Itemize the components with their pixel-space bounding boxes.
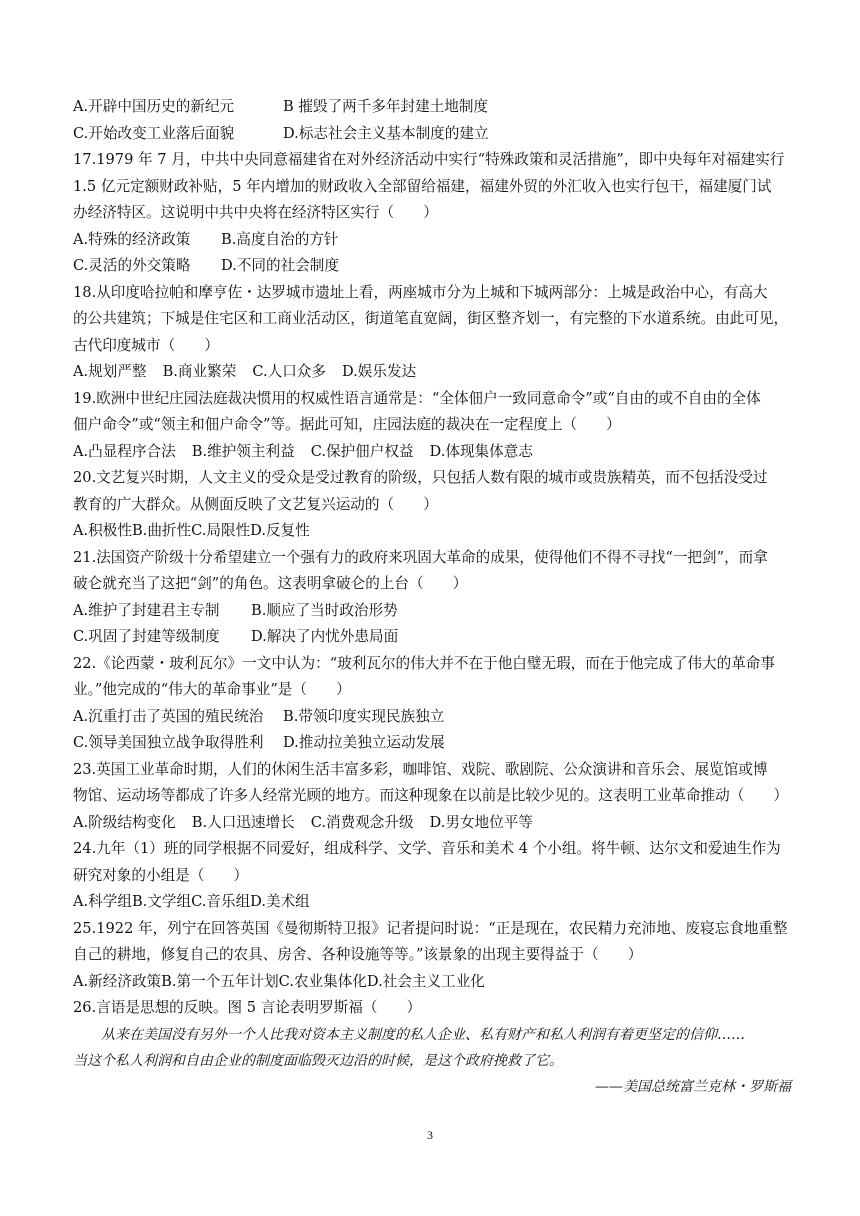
q22-options-row1 [73,704,791,731]
q22-stem-line: 业。”他完成的“伟大的革命事业”是（ ） [73,681,351,698]
page-number: 3 [427,1128,433,1142]
q26-quote-line: 当这个私人利润和自由企业的制度面临毁灭边沿的时候，是这个政府挽救了它。 [73,1052,563,1069]
q24-options: A.科学组B.文学组C.音乐组D.美术组 [73,893,310,910]
q23-option-b: B.人口迅速增长 [191,813,295,831]
q25-stem-line: 25.1922 年，列宁在回答英国《曼彻斯特卫报》记者提问时说：“正是现在，农民精力充沛地、废寝忘食地重整 [73,919,788,937]
q17-option-c: C.灵活的外交策略 [73,257,191,274]
q26-quote-line: 从来在美国没有另外一个人比我对资本主义制度的私人企业、私有财产和私人利润有着更坚定的信仰…… [101,1026,745,1043]
q16-options-row1 [73,94,791,121]
q19-option-c: C.保护佃户权益 [310,442,414,460]
q17-stem-line: 17.1979 年 7 月，中共中央同意福建省在对外经济活动中实行“特殊政策和灵活措施”，即中央每年对福建实行 [73,151,785,168]
q16-option-c: C.开始改变工业落后面貌 [73,124,235,142]
q16-option-a: A.开辟中国历史的新纪元 [73,98,235,115]
q18-stem-line: 古代印度城市（ ） [73,336,219,354]
q22-option-a: A.沉重打击了英国的殖民统治 [73,707,264,725]
q18-option-d: D.娱乐发达 [341,363,417,380]
q25-stem-line: 自己的耕地，修复自己的农具、房舍、各种设施等等。”该景象的出现主要得益于（ ） [73,946,643,963]
q17-option-a: A.特殊的经济政策 [73,230,191,248]
q17-options-row2 [73,253,791,280]
q23-stem-line: 物馆、运动场等都成了许多人经常光顾的地方。而这种现象在以前是比较少见的。这表明工业革命推动（ ） [73,787,789,804]
q21-options-row1 [73,598,791,625]
q23-option-d: D.男女地位平等 [429,813,533,831]
q18-stem-line: 18.从印度哈拉帕和摩亨佐・达罗城市遗址上看，两座城市分为上城和下城两部分：上城是政治中心，有高大 [73,283,768,301]
q19-option-b: B.维护领主利益 [191,442,295,460]
q24-stem-line: 24.九年（1）班的同学根据不同爱好，组成科学、文学、音乐和美术 4 个小组。将牛顿、达尔文和爱迪生作为 [73,840,781,857]
q18-option-a: A.规划严整 [73,363,147,380]
q21-stem-line: 21.法国资产阶级十分希望建立一个强有力的政府来巩固大革命的成果，使得他们不得不寻找“一把剑”，而拿 [73,548,768,566]
q22-option-c: C.领导美国独立战争取得胜利 [73,734,264,751]
q17-stem-line: 办经济特区。这说明中共中央将在经济特区实行（ ） [73,204,438,221]
q19-option-a: A.凸显程序合法 [73,442,176,460]
q20-stem-line: 教育的广大群众。从侧面反映了文艺复兴运动的（ ） [73,495,438,513]
q21-option-b: B.顺应了当时政治形势 [251,601,398,619]
q20-stem-line: 20.文艺复兴时期，人文主义的受众是受过教育的阶级，只包括人数有限的城市或贵族精英，而不包括没受过 [73,469,768,486]
q16-option-d: D.标志社会主义基本制度的建立 [283,124,489,142]
q24-stem-line: 研究对象的小组是（ ） [73,866,249,884]
q21-option-d: D.解决了内忧外患局面 [251,628,399,645]
q18-option-b: B.商业繁荣 [162,363,237,380]
q22-option-d: D.推动拉美独立运动发展 [283,734,445,751]
q23-option-c: C.消费观念升级 [310,813,414,831]
exam-content [73,94,791,1100]
q22-option-b: B.带领印度实现民族独立 [283,707,445,725]
q17-options-row1 [73,227,791,254]
q21-option-a: A.维护了封建君主专制 [73,601,220,619]
q26-quote-attribution: ——美国总统富兰克林・罗斯福 [595,1078,791,1095]
q19-stem-line: 19.欧洲中世纪庄园法庭裁决惯用的权威性语言通常是：“全体佃户一致同意命令”或“自由的或不自由的全体 [73,389,761,407]
q16-option-b: B 摧毁了两千多年封建土地制度 [283,98,489,115]
q21-options-row2 [73,624,791,651]
q21-stem-line: 破仑就充当了这把“剑”的角色。这表明拿破仑的上台（ ） [73,575,468,592]
q23-options [73,810,791,837]
q17-option-d: D.不同的社会制度 [221,257,339,274]
q18-options [73,359,791,386]
q17-stem-line: 1.5 亿元定额财政补贴，5 年内增加的财政收入全部留给福建，福建外贸的外汇收入也实行包干，福建厦门试 [73,177,772,195]
q18-option-c: C.人口众多 [252,363,326,380]
q22-stem-line: 22.《论西蒙・玻利瓦尔》一文中认为：“玻利瓦尔的伟大并不在于他白璧无瑕，而在于他完成了伟大的革命事 [73,654,775,672]
q19-option-d: D.体现集体意志 [429,442,533,460]
q17-option-b: B.高度自治的方针 [221,230,339,248]
q19-options [73,439,791,466]
q23-option-a: A.阶级结构变化 [73,813,176,831]
q23-stem-line: 23.英国工业革命时期，人们的休闲生活丰富多彩，咖啡馆、戏院、歌剧院、公众演讲和音乐会、展览馆或博 [73,760,768,778]
q21-option-c: C.巩固了封建等级制度 [73,628,220,645]
q26-stem-line: 26.言语是思想的反映。图 5 言论表明罗斯福（ ） [73,999,422,1016]
q18-stem-line: 的公共建筑；下城是住宅区和工商业活动区，街道笔直宽阔，街区整齐划一，有完整的下水道系统。由此可见， [73,310,789,327]
q19-stem-line: 佃户命令”或“领主和佃户命令”等。据此可知，庄园法庭的裁决在一定程度上（ ） [73,416,621,433]
q16-options-row2 [73,121,791,148]
q25-options: A.新经济政策B.第一个五年计划C.农业集体化D.社会主义工业化 [73,972,485,990]
q20-options: A.积极性B.曲折性C.局限性D.反复性 [73,522,310,539]
q22-options-row2 [73,730,791,757]
